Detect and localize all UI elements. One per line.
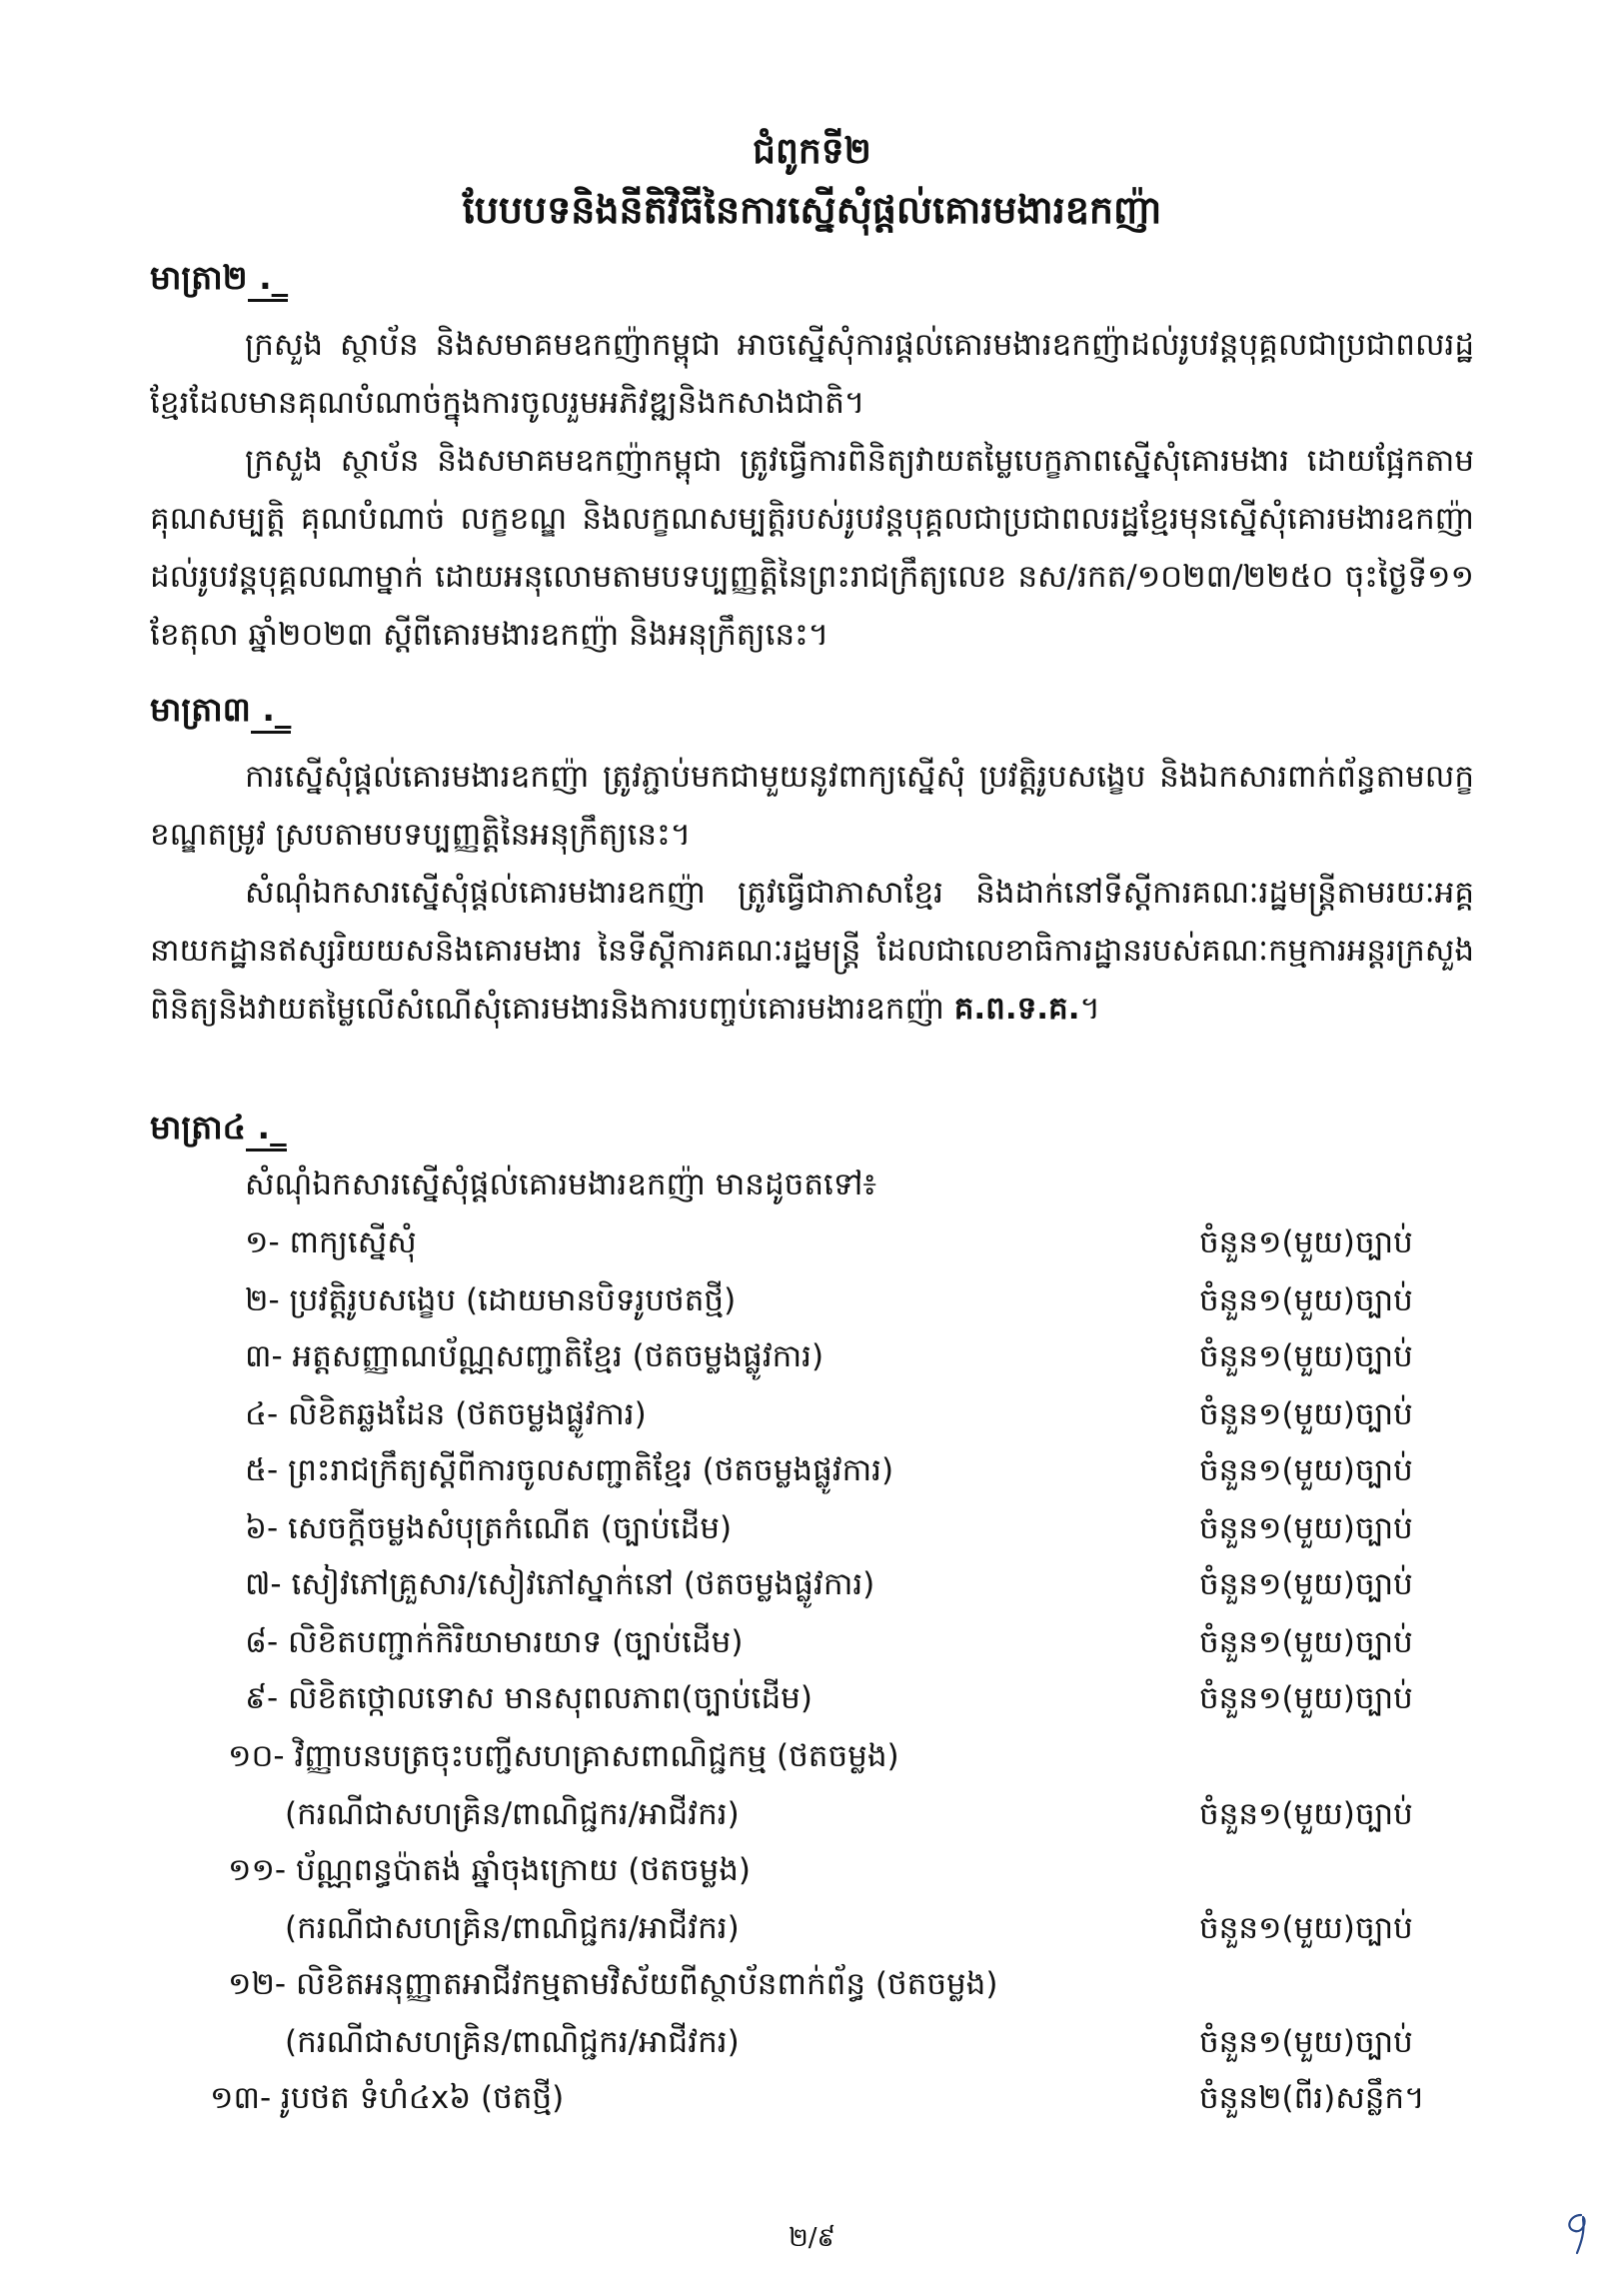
- article-2-dots: ._: [248, 258, 289, 302]
- article-2-label: មាត្រា២: [150, 258, 248, 297]
- list-item-6-quantity: ចំនួន១(មួយ)ច្បាប់: [1199, 1510, 1413, 1546]
- article-3-paragraph-1: [150, 748, 1474, 864]
- article-3-paragraph-2-end: ។: [1079, 991, 1100, 1027]
- chapter-title: បែបបទនិងនីតិវិធីនៃការស្នើសុំផ្តល់គោរមងារឧកញ៉ា: [462, 188, 1162, 232]
- article-3-paragraph-2: [150, 864, 1474, 1038]
- list-item-4-quantity: ចំនួន១(មួយ)ច្បាប់: [1199, 1396, 1413, 1432]
- list-item-11-text: ១១- ប័ណ្ណពន្ធប៉ាតង់ ឆ្នាំចុងក្រោយ (ថតចម្លង): [228, 1852, 751, 1888]
- article-2-paragraph-1: [150, 316, 1474, 432]
- list-item-10-text: ១០- វិញ្ញាបនបត្រចុះបញ្ជីសហគ្រាសពាណិជ្ជកម្ម (ថតចម្លង): [228, 1738, 899, 1774]
- list-item-5-quantity: ចំនួន១(មួយ)ច្បាប់: [1199, 1452, 1413, 1488]
- list-item-8-text: ៨- លិខិតបញ្ជាក់កិរិយាមារយាទ (ច្បាប់ដើម): [245, 1624, 744, 1660]
- list-item-12-quantity: ចំនួន១(មួយ)ច្បាប់: [1199, 2024, 1413, 2060]
- list-item-10-subtext: (ករណីជាសហគ្រិន/ពាណិជ្ជករ/អាជីវករ): [285, 1796, 740, 1832]
- list-item-3-quantity: ចំនួន១(មួយ)ច្បាប់: [1199, 1338, 1413, 1374]
- list-item-12-subtext: (ករណីជាសហគ្រិន/ពាណិជ្ជករ/អាជីវករ): [285, 2024, 740, 2060]
- abbreviation-gptg: គ.ព.ទ.គ.: [953, 991, 1080, 1027]
- list-item-13-text: ១៣- រូបថត ទំហំ៤x៦ (ថតថ្មី): [210, 2080, 565, 2116]
- article-3-label: មាត្រា៣: [150, 690, 251, 729]
- list-item-1-quantity: ចំនួន១(មួយ)ច្បាប់: [1199, 1224, 1413, 1260]
- article-2-heading: [150, 258, 288, 306]
- article-2-paragraph-2-text: ក្រសួង ស្ថាប័ន និងសមាគមឧកញ៉ាកម្ពុជា ត្រូវធ្វើការពិនិត្យវាយតម្លៃបេក្ខភាពស្នើសុំគោរមងារ ដោយផ្អែកតាមគុណសម្បត្តិ គុណបំណាច់ លក្ខខណ្ឌ និងលក្ខណសម្បត្តិរបស់រូបវន្តបុគ្គលជាប្រជាពលរដ្ឋខ្មែរមុនស្នើសុំគោរមងារឧកញ៉ាដល់រូបវន្តបុគ្គលណាម្នាក់ ដោយអនុលោមតាមបទប្បញ្ញត្តិនៃព្រះរាជក្រឹត្យលេខ នស/រកត/១០២៣/២២៥០ ចុះថ្ងៃទី១១ ខែតុលា ឆ្នាំ២០២៣ ស្តីពីគោរមងារឧកញ៉ា និងអនុក្រឹត្យនេះ។: [150, 443, 1474, 653]
- article-4-dots: ._: [246, 1108, 287, 1151]
- list-item-6-text: ៦- សេចក្តីចម្លងសំបុត្រកំណើត (ច្បាប់ដើម): [245, 1510, 733, 1546]
- page-number: ២/៩: [789, 2223, 835, 2253]
- list-item-10-quantity: ចំនួន១(មួយ)ច្បាប់: [1199, 1796, 1413, 1832]
- article-4-heading: [150, 1108, 287, 1155]
- handwritten-initial-icon: [1559, 2209, 1599, 2259]
- list-item-7-quantity: ចំនួន១(មួយ)ច្បាប់: [1199, 1566, 1413, 1602]
- chapter-number: ជំពូកទី២: [753, 131, 871, 172]
- article-2-paragraph-1-text: ក្រសួង ស្ថាប័ន និងសមាគមឧកញ៉ាកម្ពុជា អាចស្នើសុំការផ្តល់គោរមងារឧកញ៉ាដល់រូបវន្តបុគ្គលជាប្រជាពលរដ្ឋខ្មែរដែលមានគុណបំណាច់ក្នុងការចូលរួមអភិវឌ្ឍនិងកសាងជាតិ។: [150, 327, 1474, 421]
- list-item-11-subtext: (ករណីជាសហគ្រិន/ពាណិជ្ជករ/អាជីវករ): [285, 1910, 740, 1946]
- article-3-paragraph-2-text: សំណុំឯកសារស្នើសុំផ្តល់គោរមងារឧកញ៉ា ត្រូវធ្វើជាភាសាខ្មែរ និងដាក់នៅទីស្តីការគណៈរដ្ឋមន្ត្រីតាមរយៈអគ្គនាយកដ្ឋានឥស្សរិយយសនិងគោរមងារ នៃទីស្តីការគណៈរដ្ឋមន្ត្រី ដែលជាលេខាធិការដ្ឋានរបស់គណៈកម្មការអន្តរក្រសួងពិនិត្យនិងវាយតម្លៃលើសំណើសុំគោរមងារនិងការបញ្ចប់គោរមងារឧកញ៉ា: [150, 875, 1474, 1027]
- list-item-2-text: ២- ប្រវត្តិរូបសង្ខេប (ដោយមានបិទរូបថតថ្មី): [245, 1282, 737, 1318]
- article-3-paragraph-1-text: ការស្នើសុំផ្តល់គោរមងារឧកញ៉ា ត្រូវភ្ជាប់មកជាមួយនូវពាក្យស្នើសុំ ប្រវត្តិរូបសង្ខេប និងឯកសារពាក់ព័ន្ធតាមលក្ខខណ្ឌតម្រូវ ស្របតាមបទប្បញ្ញត្តិនៃអនុក្រឹត្យនេះ។: [150, 759, 1474, 853]
- list-item-8-quantity: ចំនួន១(មួយ)ច្បាប់: [1199, 1624, 1413, 1660]
- list-item-2-quantity: ចំនួន១(មួយ)ច្បាប់: [1199, 1282, 1413, 1318]
- list-item-1-text: ១- ពាក្យស្នើសុំ: [245, 1224, 417, 1260]
- list-item-9-text: ៩- លិខិតថ្កោលទោស មានសុពលភាព(ច្បាប់ដើម): [245, 1680, 812, 1716]
- list-item-3-text: ៣- អត្តសញ្ញាណប័ណ្ណសញ្ជាតិខ្មែរ (ថតចម្លងផ្លូវការ): [245, 1338, 824, 1374]
- list-item-11-quantity: ចំនួន១(មួយ)ច្បាប់: [1199, 1910, 1413, 1946]
- list-item-13-quantity: ចំនួន២(ពីរ)សន្លឹក។: [1199, 2080, 1425, 2116]
- article-3-dots: ._: [251, 690, 292, 734]
- list-item-12-text: ១២- លិខិតអនុញ្ញាតអាជីវកម្មតាមវិស័យពីស្ថាប័នពាក់ព័ន្ធ (ថតចម្លង): [228, 1966, 998, 2002]
- list-item-4-text: ៤- លិខិតឆ្លងដែន (ថតចម្លងផ្លូវការ): [245, 1396, 647, 1432]
- article-4-intro: សំណុំឯកសារស្នើសុំផ្តល់គោរមងារឧកញ៉ា មានដូចតទៅ៖: [245, 1166, 876, 1202]
- list-item-5-text: ៥- ព្រះរាជក្រឹត្យស្តីពីការចូលសញ្ជាតិខ្មែរ (ថតចម្លងផ្លូវការ): [245, 1452, 894, 1488]
- article-4-label: មាត្រា៤: [150, 1108, 247, 1147]
- article-2-paragraph-2: [150, 432, 1474, 664]
- list-item-7-text: ៧- សៀវភៅគ្រួសារ/សៀវភៅស្នាក់នៅ (ថតចម្លងផ្លូវការ): [245, 1566, 875, 1602]
- article-3-heading: [150, 690, 291, 738]
- list-item-9-quantity: ចំនួន១(មួយ)ច្បាប់: [1199, 1680, 1413, 1716]
